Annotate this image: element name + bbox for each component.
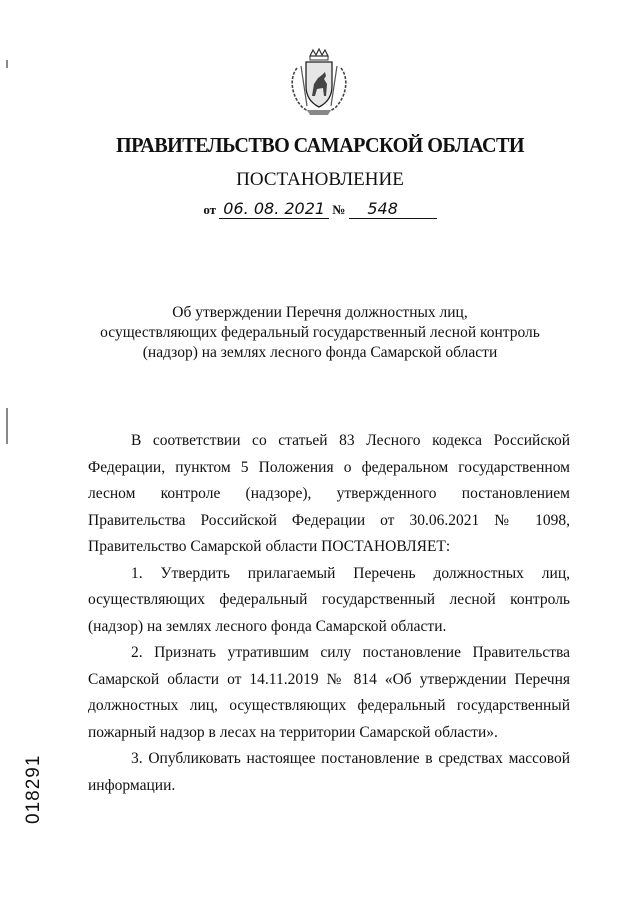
date-number-line — [0, 199, 640, 219]
coat-of-arms-emblem — [283, 48, 355, 118]
scan-mark — [6, 60, 8, 68]
item-paragraph: 1. Утвердить прилагаемый Перечень должностных лиц, осуществляющих федеральный государственный лесной контроль (надзор) на землях лесного фонда Самарской области. — [88, 564, 570, 635]
government-name: ПРАВИТЕЛЬСТВО САМАРСКОЙ ОБЛАСТИ — [115, 133, 524, 157]
preamble-paragraph: В соответствии со статьей 83 Лесного кодекса Российской Федерации, пунктом 5 Положения о федеральном государственном лесном контроле (надзоре), утвержденного постановлением Правительства Российской Федерации от 30.06.2021 № 1098, Правительство Самарской области ПОСТАНОВЛЯЕТ: — [88, 432, 570, 555]
item-paragraph: 2. Признать утратившим силу постановление Правительства Самарской области от 14.11.2019 № 814 «Об утверждении Перечня должностных лиц, осуществляющих федеральный государственный пожарный надзор в лесах на территории Самарской области». — [88, 644, 570, 741]
document-type: ПОСТАНОВЛЕНИЕ — [236, 169, 404, 190]
number-prefix: № — [332, 202, 346, 217]
scan-mark — [6, 408, 8, 444]
subject-line: осуществляющих федеральный государственный лесной контроль — [100, 324, 540, 341]
decree-body — [88, 428, 570, 799]
date-prefix: от — [203, 202, 217, 217]
decree-subject — [0, 303, 640, 363]
subject-line: Об утверждении Перечня должностных лиц, — [172, 304, 468, 321]
decree-number: 548 — [349, 199, 437, 219]
item-paragraph: 3. Опубликовать настоящее постановление в средствах массовой информации. — [88, 750, 570, 794]
subject-line: (надзор) на землях лесного фонда Самарской области — [142, 344, 498, 361]
decree-date: 06. 08. 2021 — [219, 199, 329, 219]
serial-number: 018291 — [23, 754, 44, 824]
